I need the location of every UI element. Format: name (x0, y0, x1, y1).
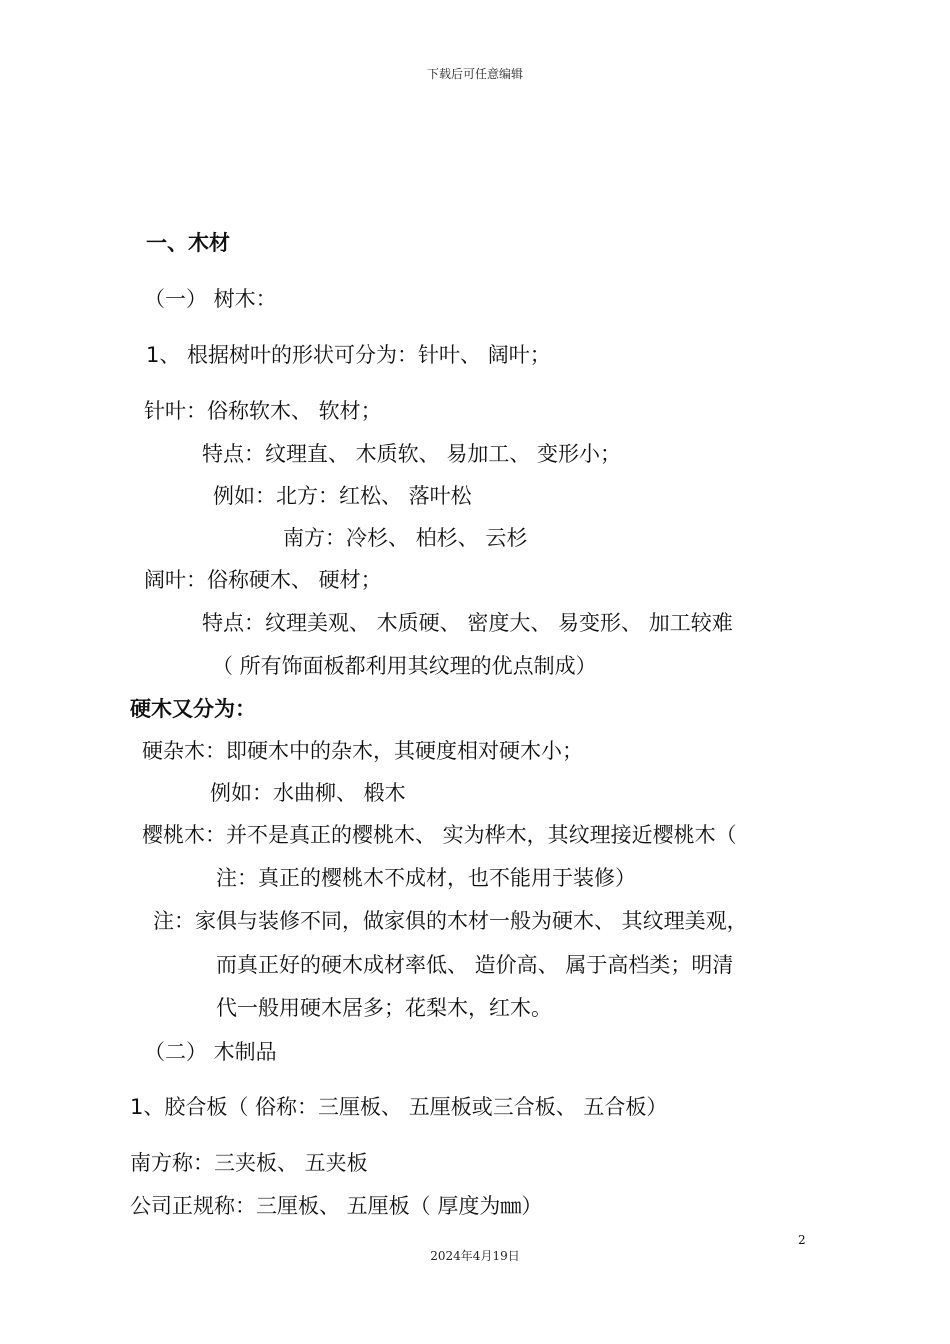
needle-leaf-definition: 针叶：俗称软木、 软材； (144, 399, 382, 423)
furniture-note-line-2: 而真正好的硬木成材率低、 造价高、 属于高档类；明清 (216, 953, 734, 977)
broad-leaf-definition: 阔叶：俗称硬木、 硬材； (144, 568, 382, 592)
furniture-note-line-1: 注：家俱与装修不同，做家俱的木材一般为硬木、 其纹理美观， (153, 909, 748, 933)
hard-misc-example: 例如：水曲柳、 椴木 (210, 781, 406, 805)
page-header: 下载后可任意编辑 (426, 67, 523, 81)
needle-leaf-features: 特点：纹理直、 木质软、 易加工、 变形小； (202, 442, 622, 466)
plywood-item: 1、胶合板（ 俗称：三厘板、 五厘板或三合板、 五合板） (130, 1095, 668, 1119)
plywood-company-name: 公司正规称：三厘板、 五厘板（ 厚度为㎜） (130, 1194, 543, 1218)
cherry-wood: 樱桃木：并不是真正的樱桃木、 实为桦木，其纹理接近樱桃木（ (142, 823, 737, 847)
hardwood-subtypes-title: 硬木又分为： (130, 697, 256, 721)
broad-leaf-note: （ 所有饰面板都利用其纹理的优点制成） (212, 654, 597, 678)
furniture-note-line-3: 代一般用硬木居多；花梨木，红木。 (216, 996, 552, 1020)
plywood-south-name: 南方称：三夹板、 五夹板 (130, 1151, 368, 1175)
cherry-wood-note: 注：真正的樱桃木不成材，也不能用于装修） (216, 866, 636, 890)
section-wood-products-title: （二） 木制品 (144, 1040, 277, 1064)
section-trees-title: （一） 树木： (144, 287, 277, 311)
broad-leaf-features: 特点：纹理美观、 木质硬、 密度大、 易变形、 加工较难 (202, 611, 733, 635)
page-number: 2 (798, 1233, 806, 1247)
heading-wood: 一、木材 (146, 231, 230, 255)
hard-misc-wood: 硬杂木：即硬木中的杂木，其硬度相对硬木小； (142, 739, 583, 763)
footer-date: 2024年4月19日 (430, 1249, 520, 1263)
leaf-shape-item: 1、 根据树叶的形状可分为：针叶、 阔叶； (146, 343, 551, 367)
needle-leaf-example-north: 例如：北方：红松、 落叶松 (213, 484, 472, 508)
needle-leaf-example-south: 南方：冷杉、 柏杉、 云杉 (283, 526, 528, 550)
